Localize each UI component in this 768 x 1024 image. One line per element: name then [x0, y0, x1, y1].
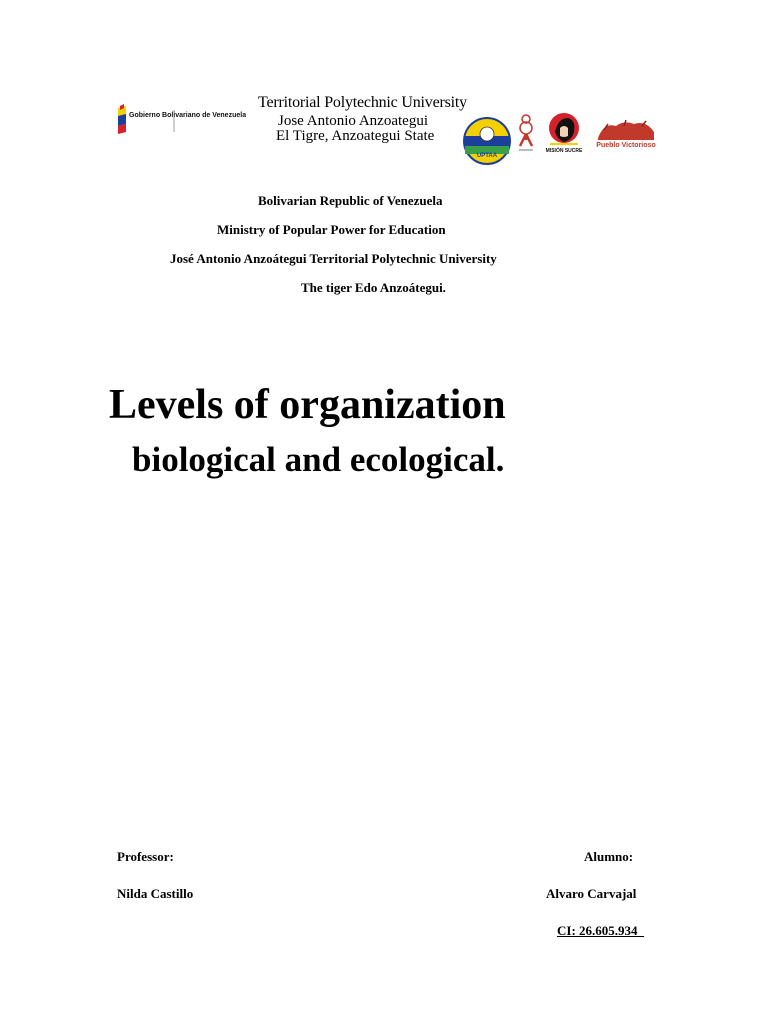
- document-title: Levels of organization: [109, 382, 506, 428]
- svg-text:Pueblo Victorioso: Pueblo Victorioso: [596, 142, 656, 149]
- ministry-line: Ministry of Popular Power for Education: [217, 222, 446, 237]
- student-id: CI: 26.605.934: [557, 923, 645, 938]
- svg-text:MISIÓN SUCRE: MISIÓN SUCRE: [546, 148, 582, 154]
- professor-name: Nilda Castillo: [117, 886, 194, 901]
- university-title: Territorial Polytechnic University: [258, 94, 467, 111]
- bolivar-portrait-logo: [546, 110, 582, 156]
- document-subtitle: biological and ecological.: [132, 440, 505, 479]
- human-figure-logo: [514, 114, 538, 158]
- student-name: Alvaro Carvajal: [546, 886, 637, 901]
- university-name-line: Jose Antonio Anzoategui: [278, 113, 428, 129]
- republic-line: Bolivarian Republic of Venezuela: [258, 193, 443, 208]
- university-line: José Antonio Anzoátegui Territorial Polytechnic University: [170, 251, 497, 266]
- uptaa-logo: [462, 116, 512, 166]
- svg-text:Gobierno Bolivariano de Venezu: Gobierno Bolivariano de Venezuela: [129, 112, 246, 119]
- professor-label: Professor:: [117, 849, 174, 864]
- svg-text:UPTAA: UPTAA: [476, 153, 498, 159]
- university-location-line: El Tigre, Anzoategui State: [276, 128, 435, 144]
- student-label: Alumno:: [584, 849, 634, 864]
- location-line: The tiger Edo Anzoátegui.: [301, 280, 446, 295]
- government-logo: [116, 104, 246, 136]
- pueblo-victorioso-logo: [594, 116, 658, 152]
